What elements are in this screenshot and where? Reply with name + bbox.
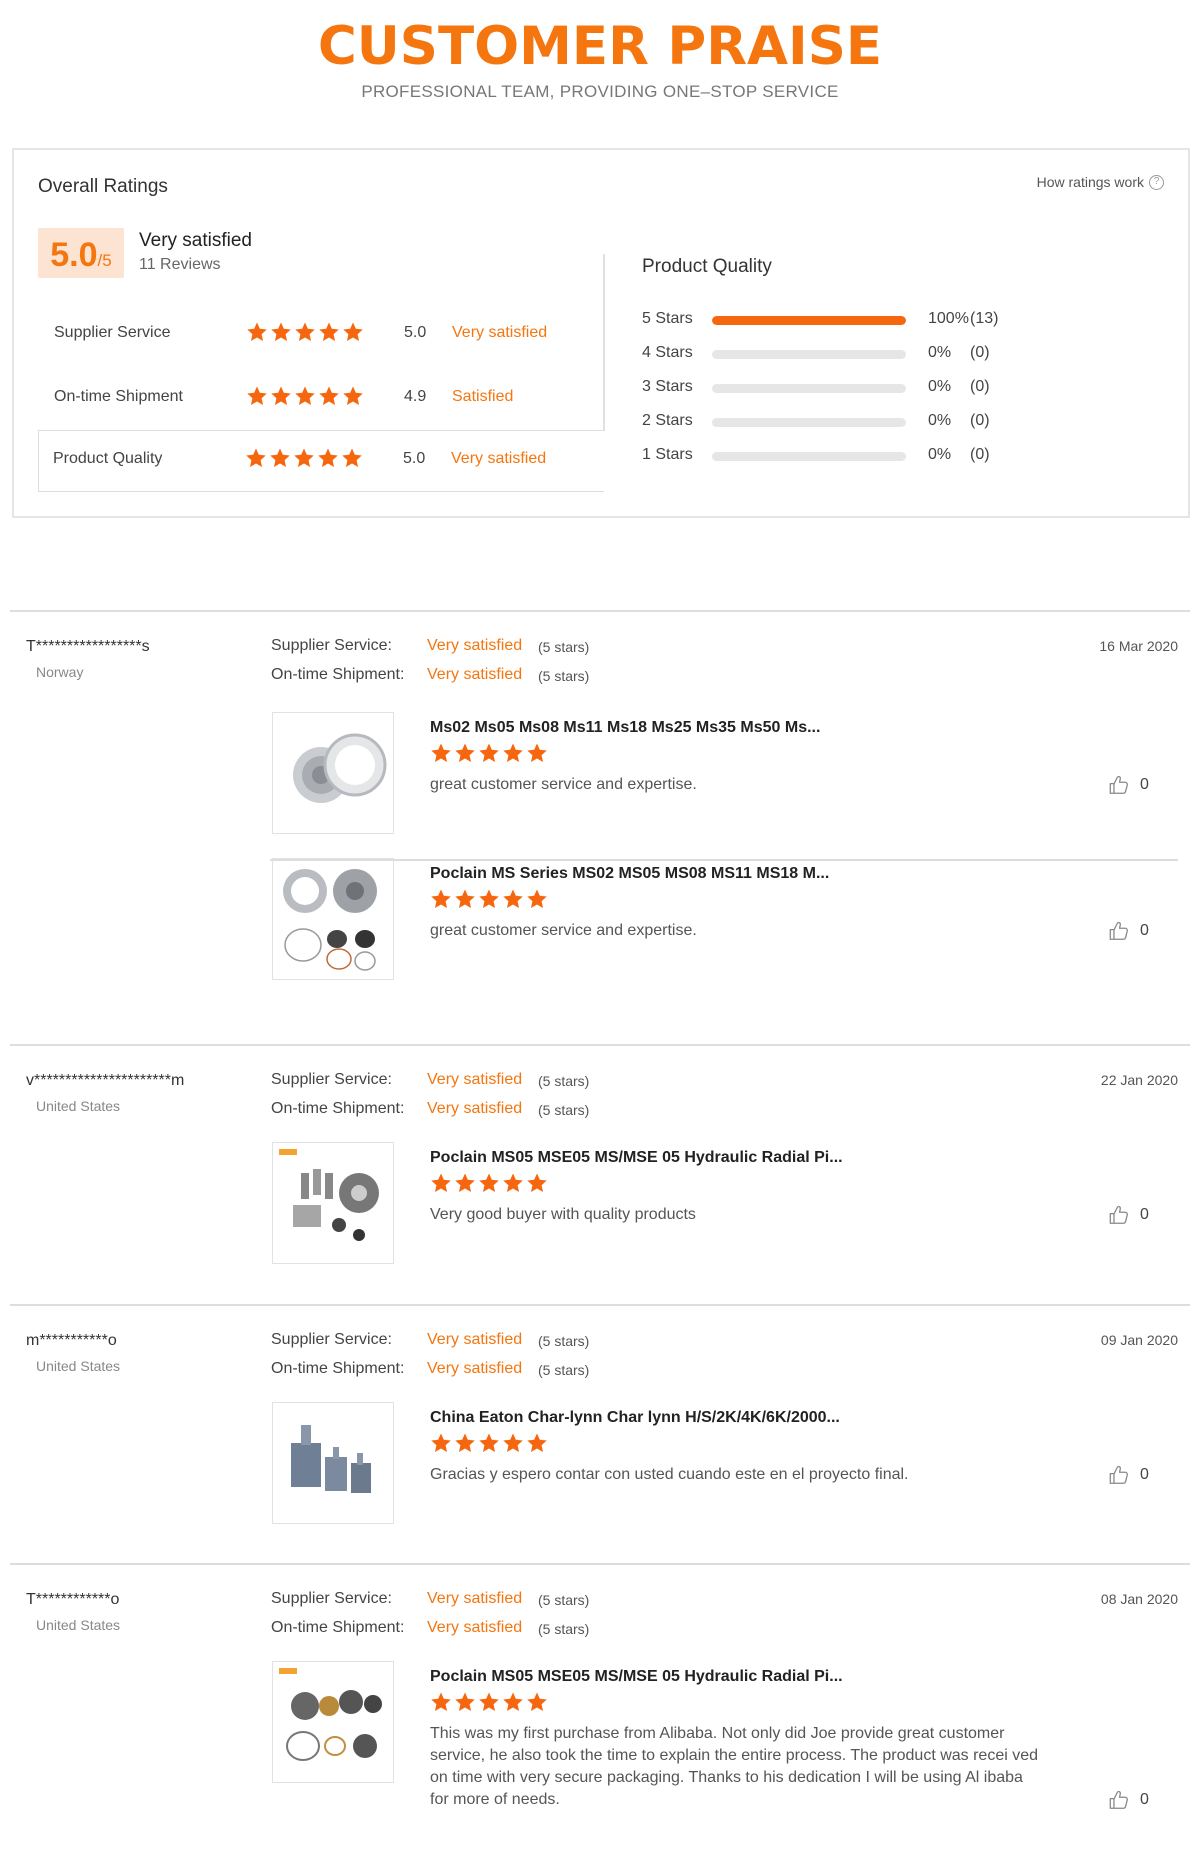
product-quality-title: Product Quality [642, 256, 772, 277]
star-icon [526, 888, 548, 910]
star-icon [454, 1172, 476, 1194]
product-image [273, 1403, 393, 1523]
review-date: 16 Mar 2020 [1099, 638, 1178, 654]
supplier-service-stars: (5 stars) [538, 1073, 590, 1089]
supplier-service-label: Supplier Service: [271, 1590, 392, 1607]
shipment-label: On-time Shipment: [271, 1619, 405, 1636]
metric-name: Product Quality [53, 450, 163, 467]
distribution-bar [712, 384, 906, 393]
reviewer-country: Norway [36, 664, 84, 680]
metric-row-on-time-shipment[interactable] [38, 368, 604, 430]
shipment-stars: (5 stars) [538, 1621, 590, 1637]
star-icon [430, 888, 452, 910]
star-icon [269, 447, 291, 469]
star-icon [317, 447, 339, 469]
overall-score-badge [38, 228, 124, 278]
reviews-count: 11 Reviews [139, 256, 221, 273]
product-title-link[interactable]: Poclain MS05 MSE05 MS/MSE 05 Hydraulic Radial Pi... [430, 1668, 843, 1685]
review-comment: Very good buyer with quality products [430, 1206, 696, 1223]
supplier-service-label: Supplier Service: [271, 637, 392, 654]
star-icon [526, 1691, 548, 1713]
distribution-count: (0) [970, 378, 990, 395]
distribution-label: 3 Stars [642, 378, 693, 395]
review-comment: This was my first purchase from Alibaba. Not only did Joe provide great customer service, he also took the time to explain the entire process. The product was recei ved on time with very secure packaging. Thanks to his dedication I will be using Al ibaba for more of needs. [430, 1725, 1039, 1808]
reviewer-name: v**********************m [26, 1072, 185, 1089]
distribution-percent: 0% [928, 378, 952, 395]
reviewer-country: United States [36, 1617, 121, 1633]
distribution-label: 4 Stars [642, 344, 693, 361]
metric-value: 5.0 [403, 450, 426, 467]
helpful-button[interactable] [1108, 774, 1149, 796]
star-icon [478, 1691, 500, 1713]
distribution-percent: 100% [928, 310, 969, 327]
review-comment: great customer service and expertise. [430, 922, 697, 939]
distribution-percent: 0% [928, 344, 952, 361]
distribution-label: 2 Stars [642, 412, 693, 429]
thumbs-up-icon [1108, 1204, 1130, 1226]
metric-name: Supplier Service [54, 324, 171, 341]
shipment-rating: Very satisfied [427, 1100, 523, 1117]
how-ratings-work-link[interactable] [1037, 174, 1164, 190]
thumbs-up-icon [1108, 1464, 1130, 1486]
metric-value: 5.0 [404, 324, 427, 341]
thumbs-up-icon [1108, 920, 1130, 942]
star-icon [454, 888, 476, 910]
product-title-link[interactable]: Poclain MS Series MS02 MS05 MS08 MS11 MS18 M... [430, 865, 830, 882]
distribution-count: (0) [970, 344, 990, 361]
star-icon [502, 888, 524, 910]
helpful-count: 0 [1140, 776, 1149, 793]
metric-row-product-quality[interactable] [38, 430, 604, 492]
overall-score-max: /5 [97, 251, 112, 270]
supplier-service-rating: Very satisfied [427, 1590, 523, 1607]
star-icon [430, 1691, 452, 1713]
review-divider [10, 1304, 1190, 1306]
how-ratings-work-label: How ratings work [1036, 174, 1144, 190]
star-icon [502, 1432, 524, 1454]
star-icon [270, 385, 292, 407]
review-divider [10, 610, 1190, 612]
review-divider [10, 1044, 1190, 1046]
helpful-count: 0 [1140, 1206, 1149, 1223]
reviewer-name: T*****************s [26, 638, 150, 655]
review-date: 22 Jan 2020 [1100, 1072, 1178, 1088]
product-thumbnail[interactable] [272, 858, 394, 980]
star-icon [478, 1172, 500, 1194]
product-title-link[interactable]: Poclain MS05 MSE05 MS/MSE 05 Hydraulic Radial Pi... [430, 1149, 843, 1166]
star-icon [293, 447, 315, 469]
distribution-bar [712, 418, 906, 427]
overall-ratings-title: Overall Ratings [38, 176, 168, 197]
supplier-service-rating: Very satisfied [427, 637, 523, 654]
overall-ratings-panel [12, 148, 1190, 518]
distribution-label: 1 Stars [642, 446, 693, 463]
supplier-service-rating: Very satisfied [427, 1331, 523, 1348]
star-icon [478, 888, 500, 910]
supplier-service-stars: (5 stars) [538, 639, 590, 655]
supplier-service-rating: Very satisfied [427, 1071, 523, 1088]
metric-stars [245, 447, 363, 469]
star-icon [342, 385, 364, 407]
metric-stars [246, 321, 364, 343]
metric-value: 4.9 [404, 388, 427, 405]
star-icon [526, 1432, 548, 1454]
review-comment: great customer service and expertise. [430, 776, 697, 793]
distribution-bar [712, 452, 906, 461]
star-icon [342, 321, 364, 343]
page-subtitle: PROFESSIONAL TEAM, PROVIDING ONE–STOP SERVICE [361, 82, 839, 101]
distribution-label: 5 Stars [642, 310, 693, 327]
star-icon [430, 742, 452, 764]
help-icon: ? [1149, 175, 1164, 190]
reviewer-country: United States [36, 1358, 121, 1374]
rating-distribution-row [642, 410, 1162, 434]
supplier-service-stars: (5 stars) [538, 1592, 590, 1608]
metric-satisfaction: Satisfied [452, 388, 514, 405]
distribution-count: (13) [970, 310, 999, 327]
shipment-label: On-time Shipment: [271, 666, 405, 683]
review-comment: Gracias y espero contar con usted cuando este en el proyecto final. [430, 1466, 909, 1483]
star-icon [478, 1432, 500, 1454]
product-rating-stars [430, 1691, 548, 1713]
distribution-bar [712, 350, 906, 359]
distribution-percent: 0% [928, 412, 952, 429]
overall-score: 5.0 [50, 236, 98, 274]
helpful-button[interactable] [1108, 1204, 1149, 1226]
product-title-link[interactable]: Ms02 Ms05 Ms08 Ms11 Ms18 Ms25 Ms35 Ms50 Ms... [430, 719, 821, 736]
shipment-label: On-time Shipment: [271, 1360, 405, 1377]
helpful-count: 0 [1140, 1466, 1149, 1483]
star-icon [246, 321, 268, 343]
star-icon [318, 321, 340, 343]
star-icon [430, 1432, 452, 1454]
shipment-stars: (5 stars) [538, 1102, 590, 1118]
supplier-service-label: Supplier Service: [271, 1331, 392, 1348]
product-image [273, 713, 393, 833]
product-image [273, 1662, 393, 1782]
star-icon [454, 1691, 476, 1713]
reviewer-country: United States [36, 1098, 121, 1114]
reviewer-name: m***********o [26, 1332, 117, 1349]
product-title-link[interactable]: China Eaton Char-lynn Char lynn H/S/2K/4K/6K/2000... [430, 1409, 840, 1426]
helpful-count: 0 [1140, 922, 1149, 939]
metric-row-supplier-service[interactable] [38, 304, 604, 366]
shipment-rating: Very satisfied [427, 666, 523, 683]
shipment-stars: (5 stars) [538, 1362, 590, 1378]
star-icon [270, 321, 292, 343]
metric-satisfaction: Very satisfied [451, 450, 547, 467]
review-date: 09 Jan 2020 [1100, 1332, 1178, 1348]
star-icon [294, 321, 316, 343]
distribution-percent: 0% [928, 446, 952, 463]
star-icon [526, 742, 548, 764]
distribution-count: (0) [970, 446, 990, 463]
product-image [273, 859, 393, 979]
shipment-rating: Very satisfied [427, 1619, 523, 1636]
product-rating-stars [430, 1432, 548, 1454]
star-icon [318, 385, 340, 407]
star-icon [478, 742, 500, 764]
rating-distribution-row [642, 308, 1162, 332]
review-date: 08 Jan 2020 [1100, 1591, 1178, 1607]
helpful-count: 0 [1140, 1791, 1149, 1808]
supplier-service-stars: (5 stars) [538, 1333, 590, 1349]
product-divider [270, 859, 1178, 861]
star-icon [502, 1172, 524, 1194]
supplier-service-label: Supplier Service: [271, 1071, 392, 1088]
star-icon [341, 447, 363, 469]
product-thumbnail[interactable] [272, 1661, 394, 1783]
star-icon [246, 385, 268, 407]
product-rating-stars [430, 742, 548, 764]
star-icon [454, 1432, 476, 1454]
product-thumbnail[interactable] [272, 1142, 394, 1264]
distribution-bar [712, 316, 906, 325]
star-icon [502, 1691, 524, 1713]
helpful-button[interactable] [1108, 1464, 1149, 1486]
rating-distribution-row [642, 376, 1162, 400]
star-icon [294, 385, 316, 407]
shipment-rating: Very satisfied [427, 1360, 523, 1377]
star-icon [502, 742, 524, 764]
metric-satisfaction: Very satisfied [452, 324, 548, 341]
star-icon [454, 742, 476, 764]
metric-divider [603, 254, 605, 431]
product-thumbnail[interactable] [272, 712, 394, 834]
distribution-count: (0) [970, 412, 990, 429]
page-title: CUSTOMER PRAISE [317, 16, 883, 77]
reviewer-name: T************o [26, 1591, 120, 1608]
star-icon [526, 1172, 548, 1194]
metric-stars [246, 385, 364, 407]
helpful-button[interactable] [1108, 920, 1149, 942]
rating-distribution-row [642, 444, 1162, 468]
thumbs-up-icon [1108, 1789, 1130, 1811]
review-divider [10, 1563, 1190, 1565]
rating-distribution-row [642, 342, 1162, 366]
metric-name: On-time Shipment [54, 388, 183, 405]
product-image [273, 1143, 393, 1263]
shipment-label: On-time Shipment: [271, 1100, 405, 1117]
star-icon [245, 447, 267, 469]
product-rating-stars [430, 888, 548, 910]
product-rating-stars [430, 1172, 548, 1194]
star-icon [430, 1172, 452, 1194]
helpful-button[interactable] [1108, 1789, 1149, 1811]
shipment-stars: (5 stars) [538, 668, 590, 684]
product-thumbnail[interactable] [272, 1402, 394, 1524]
overall-satisfaction-label: Very satisfied [139, 230, 252, 251]
thumbs-up-icon [1108, 774, 1130, 796]
distribution-bar-fill [712, 316, 906, 325]
